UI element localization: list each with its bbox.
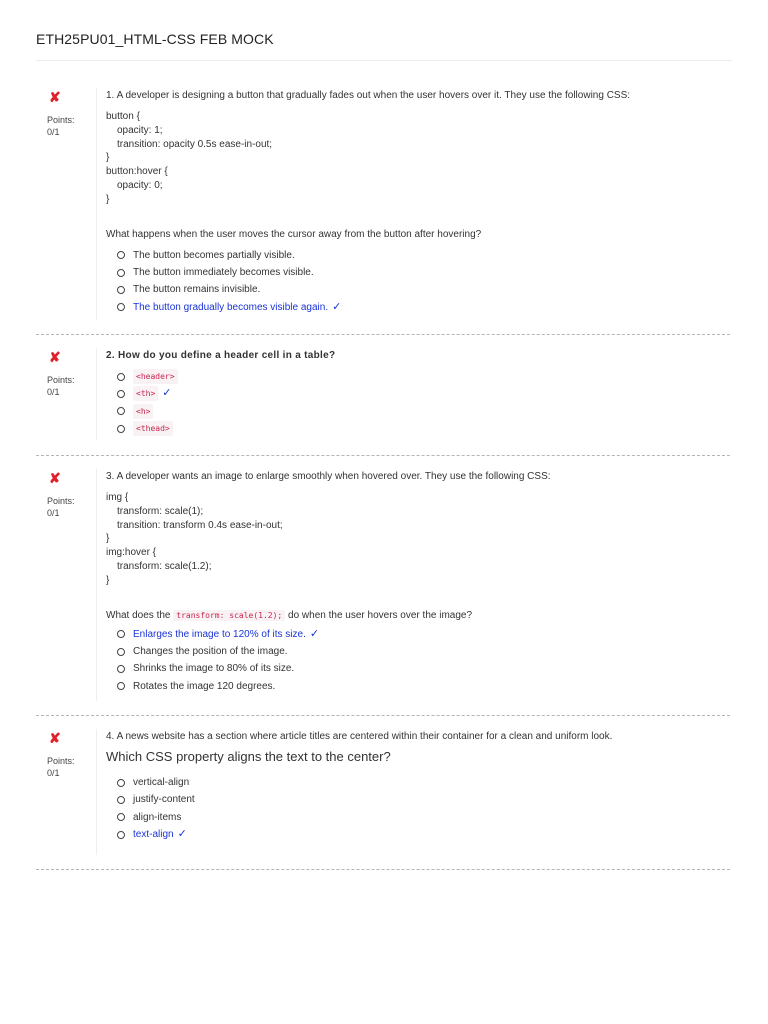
answer-option[interactable] [117,420,726,437]
answer-option[interactable] [117,774,726,791]
option-label: vertical-align [133,777,190,789]
checkmark-icon: ✓ [332,300,342,313]
answer-options [106,247,726,316]
radio-icon[interactable] [117,648,125,656]
incorrect-x-icon: ✘ [49,89,61,105]
option-label: Enlarges the image to 120% of its size. [133,628,306,640]
code-line: } [106,533,110,545]
option-code-label: <h> [133,404,153,419]
question-text: Which CSS property aligns the text to the center? [106,749,391,764]
question-text-after: do when the user hovers over the image? [288,609,473,621]
option-label: The button becomes partially visible. [133,249,295,261]
points-value: 0/1 [47,387,60,397]
radio-icon[interactable] [117,682,125,690]
option-code-label: <header> [133,369,178,384]
points-label: Points: [47,496,75,506]
question-divider [36,455,730,456]
radio-icon[interactable] [117,269,125,277]
question-text: What happens when the user moves the cursor away from the button after hovering? [106,228,482,240]
code-line: img:hover { [106,547,157,559]
question-body [96,88,726,320]
question-3 [36,469,730,715]
radio-icon[interactable] [117,665,125,673]
question-prompt: 1. A developer is designing a button that gradually fades out when the user hovers over it. They use the following CSS: [106,90,631,101]
question-prompt: 4. A news website has a section where article titles are centered within their container for a clean and uniform look. [106,731,613,742]
question-2 [36,348,730,455]
checkmark-icon: ✓ [177,828,187,841]
checkmark-icon: ✓ [162,387,172,400]
answer-option-correct[interactable] [117,826,726,843]
answer-option[interactable] [117,281,726,298]
question-4 [36,729,730,870]
inline-code: transform: scale(1.2); [173,610,285,621]
option-label: align-items [133,811,182,823]
option-label: text-align [133,829,174,841]
radio-icon[interactable] [117,796,125,804]
answer-option-correct[interactable] [117,298,726,315]
option-label: Rotates the image 120 degrees. [133,680,276,692]
question-text [106,609,726,622]
question-divider [36,869,730,870]
answer-option[interactable] [117,368,726,385]
points-value: 0/1 [47,127,60,137]
option-label: The button immediately becomes visible. [133,267,314,279]
answer-options [106,774,726,843]
answer-option[interactable] [117,247,726,264]
question-body [96,348,726,440]
radio-icon[interactable] [117,630,125,638]
answer-option[interactable] [117,660,726,677]
question-body [96,469,726,701]
answer-option[interactable] [117,385,726,402]
incorrect-x-icon: ✘ [49,730,61,746]
code-line: opacity: 0; [117,179,163,191]
checkmark-icon: ✓ [309,627,320,640]
radio-icon[interactable] [117,813,125,821]
radio-icon[interactable] [117,425,125,433]
points-value: 0/1 [47,768,60,778]
code-line: opacity: 1; [117,124,163,136]
points-label: Points: [47,115,75,125]
radio-icon[interactable] [117,407,125,415]
answer-option[interactable] [117,809,726,826]
incorrect-x-icon: ✘ [49,349,61,365]
points-label: Points: [47,756,75,766]
answer-options [106,626,726,695]
option-code-label: <thead> [133,421,173,436]
question-1 [36,88,730,334]
answer-option[interactable] [117,677,726,694]
title-divider [36,60,732,61]
option-label: The button remains invisible. [133,284,261,296]
answer-option[interactable] [117,264,726,281]
answer-option[interactable] [117,643,726,660]
code-line: } [106,193,110,205]
answer-option[interactable] [117,403,726,420]
question-prompt: 3. A developer wants an image to enlarge smoothly when hovered over. They use the following CSS: [106,471,551,482]
code-line: button:hover { [106,166,168,178]
points-label: Points: [47,375,75,385]
question-text-before: What does the [106,609,171,621]
radio-icon[interactable] [117,303,125,311]
answer-option[interactable] [117,791,726,808]
code-line: } [106,574,110,586]
code-line: transform: scale(1); [117,505,204,517]
option-label: The button gradually becomes visible again. [133,301,329,313]
radio-icon[interactable] [117,373,125,381]
code-line: transform: scale(1.2); [117,560,212,572]
code-line: img { [106,492,129,503]
option-label: justify-content [133,794,195,806]
code-line: transition: transform 0.4s ease-in-out; [117,519,283,531]
question-prompt: 2. How do you define a header cell in a table? [106,350,336,361]
question-body [96,729,726,855]
option-code-label: <th> [133,386,158,401]
css-code-block [106,491,726,588]
code-line: } [106,152,110,164]
radio-icon[interactable] [117,286,125,294]
incorrect-x-icon: ✘ [49,470,61,486]
code-line: button { [106,111,140,122]
css-code-block [106,110,726,207]
answer-options [106,368,726,437]
points-value: 0/1 [47,508,60,518]
code-line: transition: opacity 0.5s ease-in-out; [117,138,273,150]
radio-icon[interactable] [117,779,125,787]
radio-icon[interactable] [117,390,125,398]
question-divider [36,715,730,716]
radio-icon[interactable] [117,831,125,839]
option-label: Shrinks the image to 80% of its size. [133,663,295,675]
answer-option-correct[interactable] [117,626,726,643]
page-title: ETH25PU01_HTML-CSS FEB MOCK [36,31,274,47]
question-divider [36,334,730,335]
option-label: Changes the position of the image. [133,646,288,658]
radio-icon[interactable] [117,251,125,259]
